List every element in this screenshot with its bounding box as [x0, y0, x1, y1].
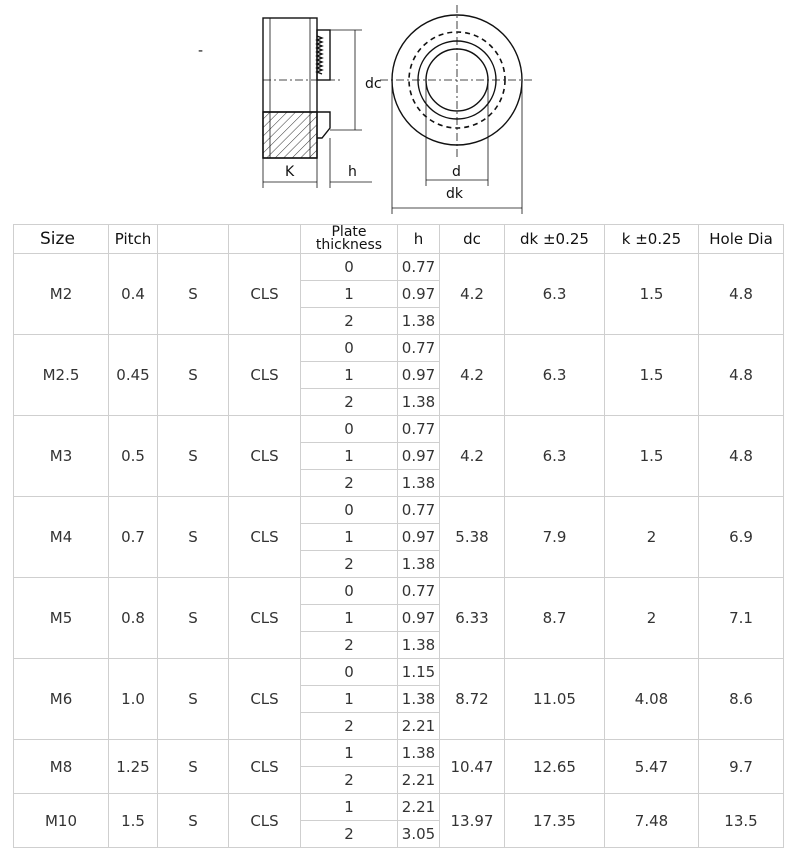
- cell-pitch: 0.4: [109, 254, 158, 335]
- cell-plate-thickness: 2: [301, 308, 398, 335]
- cell-plate-thickness: 0: [301, 416, 398, 443]
- cell-size: M8: [14, 740, 109, 794]
- header-dc: dc: [440, 225, 505, 254]
- cell-plate-thickness: 2: [301, 632, 398, 659]
- table-row: [14, 254, 784, 281]
- cell-plate-thickness: 1: [301, 443, 398, 470]
- cell-dc: 10.47: [440, 740, 505, 794]
- cell-material: CLS: [229, 578, 301, 659]
- cell-dc: 13.97: [440, 794, 505, 848]
- label-dc: dc: [365, 76, 382, 92]
- table-row: [14, 740, 784, 767]
- cell-h: 1.38: [398, 551, 440, 578]
- cell-plate-thickness: 1: [301, 794, 398, 821]
- cell-dc: 4.2: [440, 416, 505, 497]
- cell-h: 0.77: [398, 335, 440, 362]
- cell-h: 0.97: [398, 443, 440, 470]
- cell-h: 0.97: [398, 362, 440, 389]
- cell-dk: 8.7: [505, 578, 605, 659]
- cell-size: M10: [14, 794, 109, 848]
- cell-plate-thickness: 0: [301, 659, 398, 686]
- label-h: h: [348, 164, 357, 180]
- cell-type: S: [158, 254, 229, 335]
- cell-pitch: 0.5: [109, 416, 158, 497]
- table-body: [14, 254, 784, 848]
- cell-hole-dia: 7.1: [699, 578, 784, 659]
- cell-h: 0.97: [398, 605, 440, 632]
- cell-hole-dia: 4.8: [699, 254, 784, 335]
- cell-plate-thickness: 0: [301, 254, 398, 281]
- cell-k: 2: [605, 497, 699, 578]
- header-type: [158, 225, 229, 254]
- cell-h: 1.38: [398, 686, 440, 713]
- cell-size: M5: [14, 578, 109, 659]
- table-row: [14, 659, 784, 686]
- cell-type: S: [158, 335, 229, 416]
- cell-dk: 12.65: [505, 740, 605, 794]
- cell-size: M4: [14, 497, 109, 578]
- cell-h: 2.21: [398, 713, 440, 740]
- cell-plate-thickness: 1: [301, 524, 398, 551]
- header-dk: dk ±0.25: [505, 225, 605, 254]
- cell-k: 1.5: [605, 335, 699, 416]
- cell-h: 3.05: [398, 821, 440, 848]
- cell-h: 0.97: [398, 281, 440, 308]
- cell-k: 2: [605, 578, 699, 659]
- cell-plate-thickness: 1: [301, 740, 398, 767]
- table-row: [14, 416, 784, 443]
- cell-material: CLS: [229, 254, 301, 335]
- cell-pitch: 0.7: [109, 497, 158, 578]
- cell-plate-thickness: 0: [301, 497, 398, 524]
- spec-table: [13, 224, 784, 848]
- cell-pitch: 1.25: [109, 740, 158, 794]
- cell-hole-dia: 13.5: [699, 794, 784, 848]
- cell-pitch: 0.45: [109, 335, 158, 416]
- header-material: [229, 225, 301, 254]
- cell-h: 1.38: [398, 740, 440, 767]
- cell-plate-thickness: 2: [301, 551, 398, 578]
- cell-k: 4.08: [605, 659, 699, 740]
- cell-size: M2.5: [14, 335, 109, 416]
- cell-h: 1.38: [398, 470, 440, 497]
- cell-type: S: [158, 794, 229, 848]
- cell-type: S: [158, 578, 229, 659]
- top-view: [380, 5, 534, 214]
- cell-plate-thickness: 0: [301, 578, 398, 605]
- table-row: [14, 335, 784, 362]
- cell-k: 1.5: [605, 254, 699, 335]
- cell-plate-thickness: 2: [301, 821, 398, 848]
- table-row: [14, 794, 784, 821]
- side-view: [263, 18, 372, 188]
- cell-hole-dia: 4.8: [699, 335, 784, 416]
- cell-dc: 6.33: [440, 578, 505, 659]
- cell-h: 0.77: [398, 578, 440, 605]
- header-hole-dia: Hole Dia: [699, 225, 784, 254]
- cell-h: 1.15: [398, 659, 440, 686]
- cell-size: M2: [14, 254, 109, 335]
- cell-material: CLS: [229, 794, 301, 848]
- label-dk: dk: [446, 186, 463, 202]
- cell-h: 1.38: [398, 632, 440, 659]
- cell-k: 7.48: [605, 794, 699, 848]
- header-k: k ±0.25: [605, 225, 699, 254]
- cell-dc: 4.2: [440, 254, 505, 335]
- cell-plate-thickness: 0: [301, 335, 398, 362]
- cell-material: CLS: [229, 497, 301, 578]
- table-row: [14, 497, 784, 524]
- table-row: [14, 578, 784, 605]
- cell-h: 0.77: [398, 416, 440, 443]
- cell-h: 0.77: [398, 254, 440, 281]
- cell-dk: 6.3: [505, 335, 605, 416]
- cell-plate-thickness: 1: [301, 281, 398, 308]
- cell-plate-thickness: 1: [301, 362, 398, 389]
- cell-dk: 17.35: [505, 794, 605, 848]
- table-header: [14, 225, 784, 254]
- cell-dk: 11.05: [505, 659, 605, 740]
- cell-material: CLS: [229, 659, 301, 740]
- cell-k: 1.5: [605, 416, 699, 497]
- cell-h: 0.77: [398, 497, 440, 524]
- cell-h: 2.21: [398, 767, 440, 794]
- cell-hole-dia: 8.6: [699, 659, 784, 740]
- cell-pitch: 0.8: [109, 578, 158, 659]
- cell-hole-dia: 6.9: [699, 497, 784, 578]
- cell-k: 5.47: [605, 740, 699, 794]
- cell-plate-thickness: 2: [301, 713, 398, 740]
- cell-dc: 8.72: [440, 659, 505, 740]
- cell-h: 1.38: [398, 308, 440, 335]
- label-d: d: [452, 164, 461, 180]
- cell-dk: 7.9: [505, 497, 605, 578]
- cell-dc: 5.38: [440, 497, 505, 578]
- cell-plate-thickness: 2: [301, 767, 398, 794]
- cell-h: 1.38: [398, 389, 440, 416]
- cell-plate-thickness: 1: [301, 686, 398, 713]
- cell-h: 2.21: [398, 794, 440, 821]
- cell-material: CLS: [229, 740, 301, 794]
- technical-drawing: [0, 0, 800, 222]
- cell-pitch: 1.5: [109, 794, 158, 848]
- cell-type: S: [158, 740, 229, 794]
- cell-material: CLS: [229, 416, 301, 497]
- header-size: Size: [14, 225, 109, 254]
- header-pitch: Pitch: [109, 225, 158, 254]
- cell-material: CLS: [229, 335, 301, 416]
- header-h: h: [398, 225, 440, 254]
- cell-type: S: [158, 497, 229, 578]
- cell-plate-thickness: 2: [301, 470, 398, 497]
- cell-hole-dia: 9.7: [699, 740, 784, 794]
- cell-type: S: [158, 659, 229, 740]
- cell-plate-thickness: 2: [301, 389, 398, 416]
- cell-pitch: 1.0: [109, 659, 158, 740]
- header-plate-thickness: Plate thickness: [301, 225, 398, 254]
- cell-type: S: [158, 416, 229, 497]
- cell-size: M3: [14, 416, 109, 497]
- cell-dk: 6.3: [505, 416, 605, 497]
- cell-h: 0.97: [398, 524, 440, 551]
- cell-dk: 6.3: [505, 254, 605, 335]
- cell-dc: 4.2: [440, 335, 505, 416]
- label-k: K: [285, 164, 295, 180]
- cell-hole-dia: 4.8: [699, 416, 784, 497]
- cell-size: M6: [14, 659, 109, 740]
- cell-plate-thickness: 1: [301, 605, 398, 632]
- label-dash: -: [198, 43, 204, 59]
